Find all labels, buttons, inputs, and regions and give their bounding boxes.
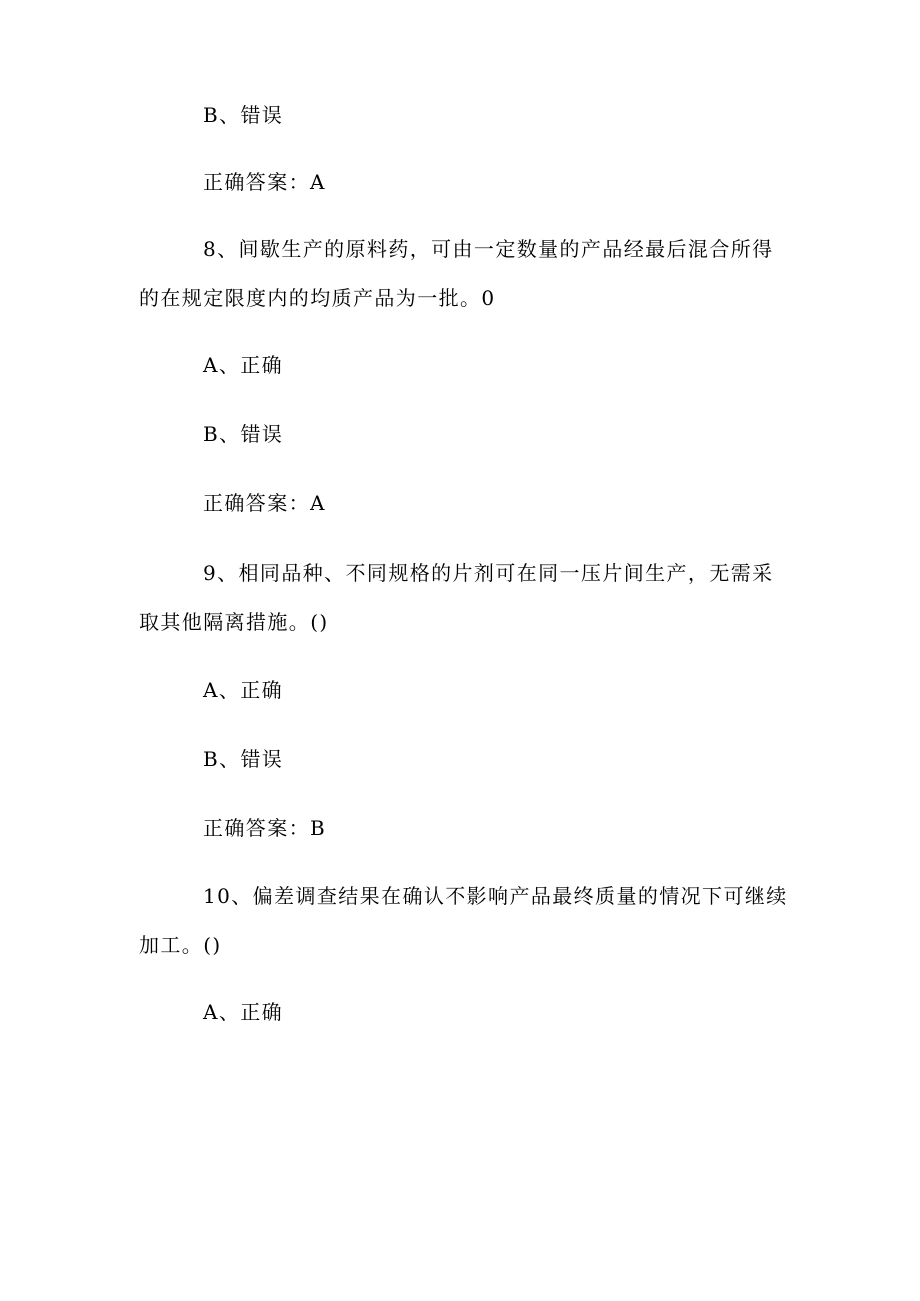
question-9-line-1: 9、相同品种、不同规格的片剂可在同一压片间生产，无需采 [203,561,774,585]
answer-q7: 正确答案：A [203,170,326,194]
option-a-q8: A、正确 [203,353,284,377]
question-10-line-1: 10、偏差调查结果在确认不影响产品最终质量的情况下可继续 [203,884,788,908]
question-8-line-2: 的在规定限度内的均质产品为一批。0 [139,286,496,310]
answer-q8: 正确答案：A [203,491,326,515]
question-9-line-2: 取其他隔离措施。() [139,610,329,634]
question-8-line-1: 8、间歇生产的原料药，可由一定数量的产品经最后混合所得 [203,237,774,261]
answer-q9: 正确答案：B [203,816,327,840]
option-b-q9: B、错误 [203,747,284,771]
option-b-q7: B、错误 [203,103,284,127]
question-10-line-2: 加工。() [139,933,222,957]
option-a-q10: A、正确 [203,1000,284,1024]
option-b-q8: B、错误 [203,422,284,446]
option-a-q9: A、正确 [203,678,284,702]
